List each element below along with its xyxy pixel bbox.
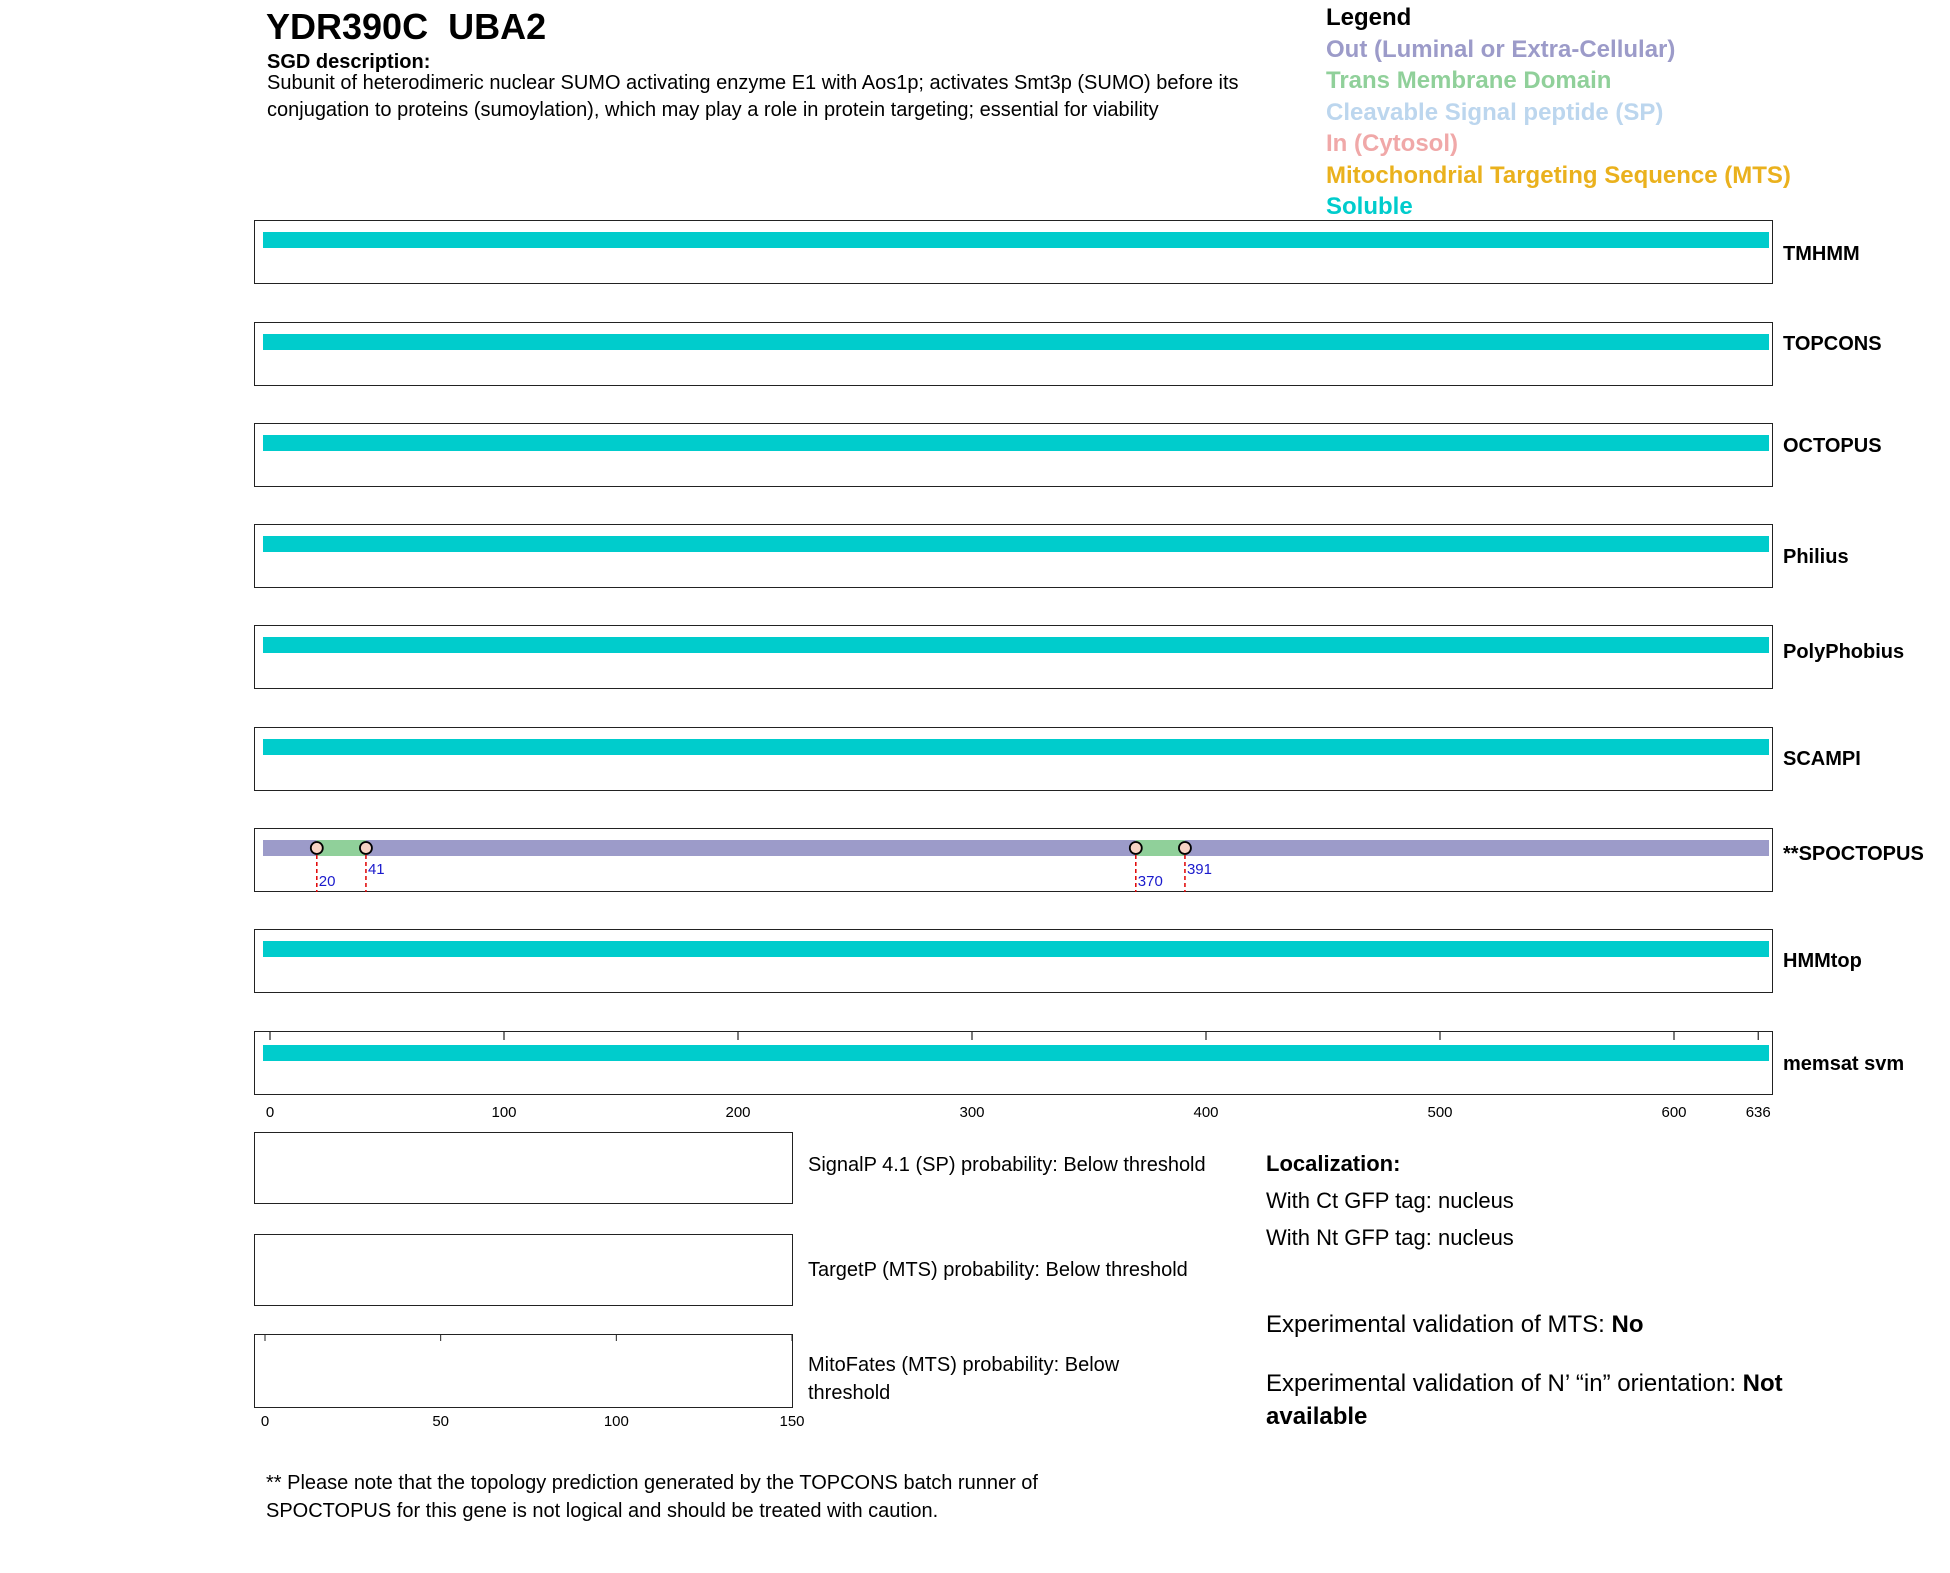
track-plot <box>254 625 1773 689</box>
mts-validation-label: Experimental validation of MTS: <box>1266 1311 1612 1338</box>
legend-title: Legend <box>1326 4 1412 31</box>
legend-item-soluble: Soluble <box>1326 193 1413 220</box>
x-tick-label: 100 <box>491 1104 517 1121</box>
prob-tick-label: 50 <box>432 1413 450 1430</box>
signalp-box <box>254 1132 793 1204</box>
x-axis-labels <box>220 1099 1780 1125</box>
boundary-marker <box>311 842 323 854</box>
segment-tm <box>1136 840 1185 856</box>
prob-tick-label: 0 <box>260 1413 270 1430</box>
segment-out <box>1185 840 1769 856</box>
segment-soluble <box>263 334 1769 350</box>
track-label: TOPCONS <box>1783 333 1882 355</box>
localization-ct: With Ct GFP tag: nucleus <box>1266 1188 1514 1213</box>
segment-soluble <box>263 637 1769 653</box>
track-label: **SPOCTOPUS <box>1783 843 1924 865</box>
localization-nt: With Nt GFP tag: nucleus <box>1266 1225 1514 1250</box>
targetp-box <box>254 1234 793 1306</box>
track-plot <box>254 220 1773 284</box>
x-tick-label: 400 <box>1193 1104 1219 1121</box>
track-plot <box>254 1031 1773 1095</box>
track-plot <box>254 524 1773 588</box>
legend-item-out: Out (Luminal or Extra-Cellular) <box>1326 36 1676 63</box>
x-tick-label: 500 <box>1427 1104 1453 1121</box>
probability-axis <box>240 1330 820 1434</box>
track-label: PolyPhobius <box>1783 641 1905 663</box>
boundary-label: 391 <box>1186 861 1212 878</box>
x-tick-label: 600 <box>1661 1104 1687 1121</box>
track-plot <box>254 727 1773 791</box>
track-label: Philius <box>1783 546 1849 568</box>
n-in-validation-label: Experimental validation of N’ “in” orientation: <box>1266 1370 1743 1397</box>
segment-tm <box>317 840 366 856</box>
signalp-text: SignalP 4.1 (SP) probability: Below threshold <box>808 1154 1206 1176</box>
segment-soluble <box>263 435 1769 451</box>
legend-item-mts: Mitochondrial Targeting Sequence (MTS) <box>1326 162 1791 189</box>
track-label: TMHMM <box>1783 243 1860 265</box>
segment-soluble <box>263 941 1769 957</box>
segment-soluble <box>263 232 1769 248</box>
prob-tick-label: 150 <box>779 1413 805 1430</box>
segment-out <box>263 840 317 856</box>
localization-title: Localization: <box>1266 1151 1401 1176</box>
n-in-validation-value: Not available <box>1266 1370 1783 1430</box>
x-tick-label: 200 <box>725 1104 751 1121</box>
track-label: HMMtop <box>1783 950 1862 972</box>
track-label: OCTOPUS <box>1783 435 1882 457</box>
segment-soluble <box>263 739 1769 755</box>
legend-item-tm: Trans Membrane Domain <box>1326 67 1612 94</box>
boundary-marker <box>360 842 372 854</box>
sgd-description-text: Subunit of heterodimeric nuclear SUMO activating enzyme E1 with Aos1p; activates Smt3p (SUMO) before its conjugation to proteins (sumoylation), which may play a role in protein targeting; essential for viability <box>267 72 1239 121</box>
track-label: SCAMPI <box>1783 748 1861 770</box>
track-plot <box>254 828 1773 892</box>
boundary-label: 41 <box>367 861 385 878</box>
mts-validation-value: No <box>1611 1311 1644 1338</box>
sgd-description-label: SGD description: <box>267 51 431 73</box>
segment-soluble <box>263 1045 1769 1061</box>
track-plot <box>254 322 1773 386</box>
boundary-marker <box>1179 842 1191 854</box>
x-tick-label: 636 <box>1745 1104 1771 1121</box>
mts-validation <box>1266 1308 1846 1341</box>
track-plot <box>254 929 1773 993</box>
track-label: memsat svm <box>1783 1053 1905 1075</box>
footnote: ** Please note that the topology prediction generated by the TOPCONS batch runner of SPOCTOPUS for this gene is not logical and should be treated with caution. <box>266 1472 1038 1522</box>
legend-item-sp: Cleavable Signal peptide (SP) <box>1326 99 1664 126</box>
boundary-marker <box>1130 842 1142 854</box>
x-tick-label: 0 <box>265 1104 275 1121</box>
track-plot <box>254 423 1773 487</box>
boundary-label: 370 <box>1137 873 1163 890</box>
n-in-validation <box>1266 1367 1846 1433</box>
gene-title: YDR390C UBA2 <box>266 6 547 47</box>
mitofates-text: MitoFates (MTS) probability: Below threshold <box>808 1354 1120 1404</box>
segment-soluble <box>263 536 1769 552</box>
prob-tick-label: 100 <box>603 1413 629 1430</box>
boundary-label: 20 <box>318 873 336 890</box>
legend-item-in: In (Cytosol) <box>1326 130 1458 157</box>
x-tick-label: 300 <box>959 1104 985 1121</box>
targetp-text: TargetP (MTS) probability: Below threshold <box>808 1259 1188 1281</box>
segment-out <box>366 840 1136 856</box>
